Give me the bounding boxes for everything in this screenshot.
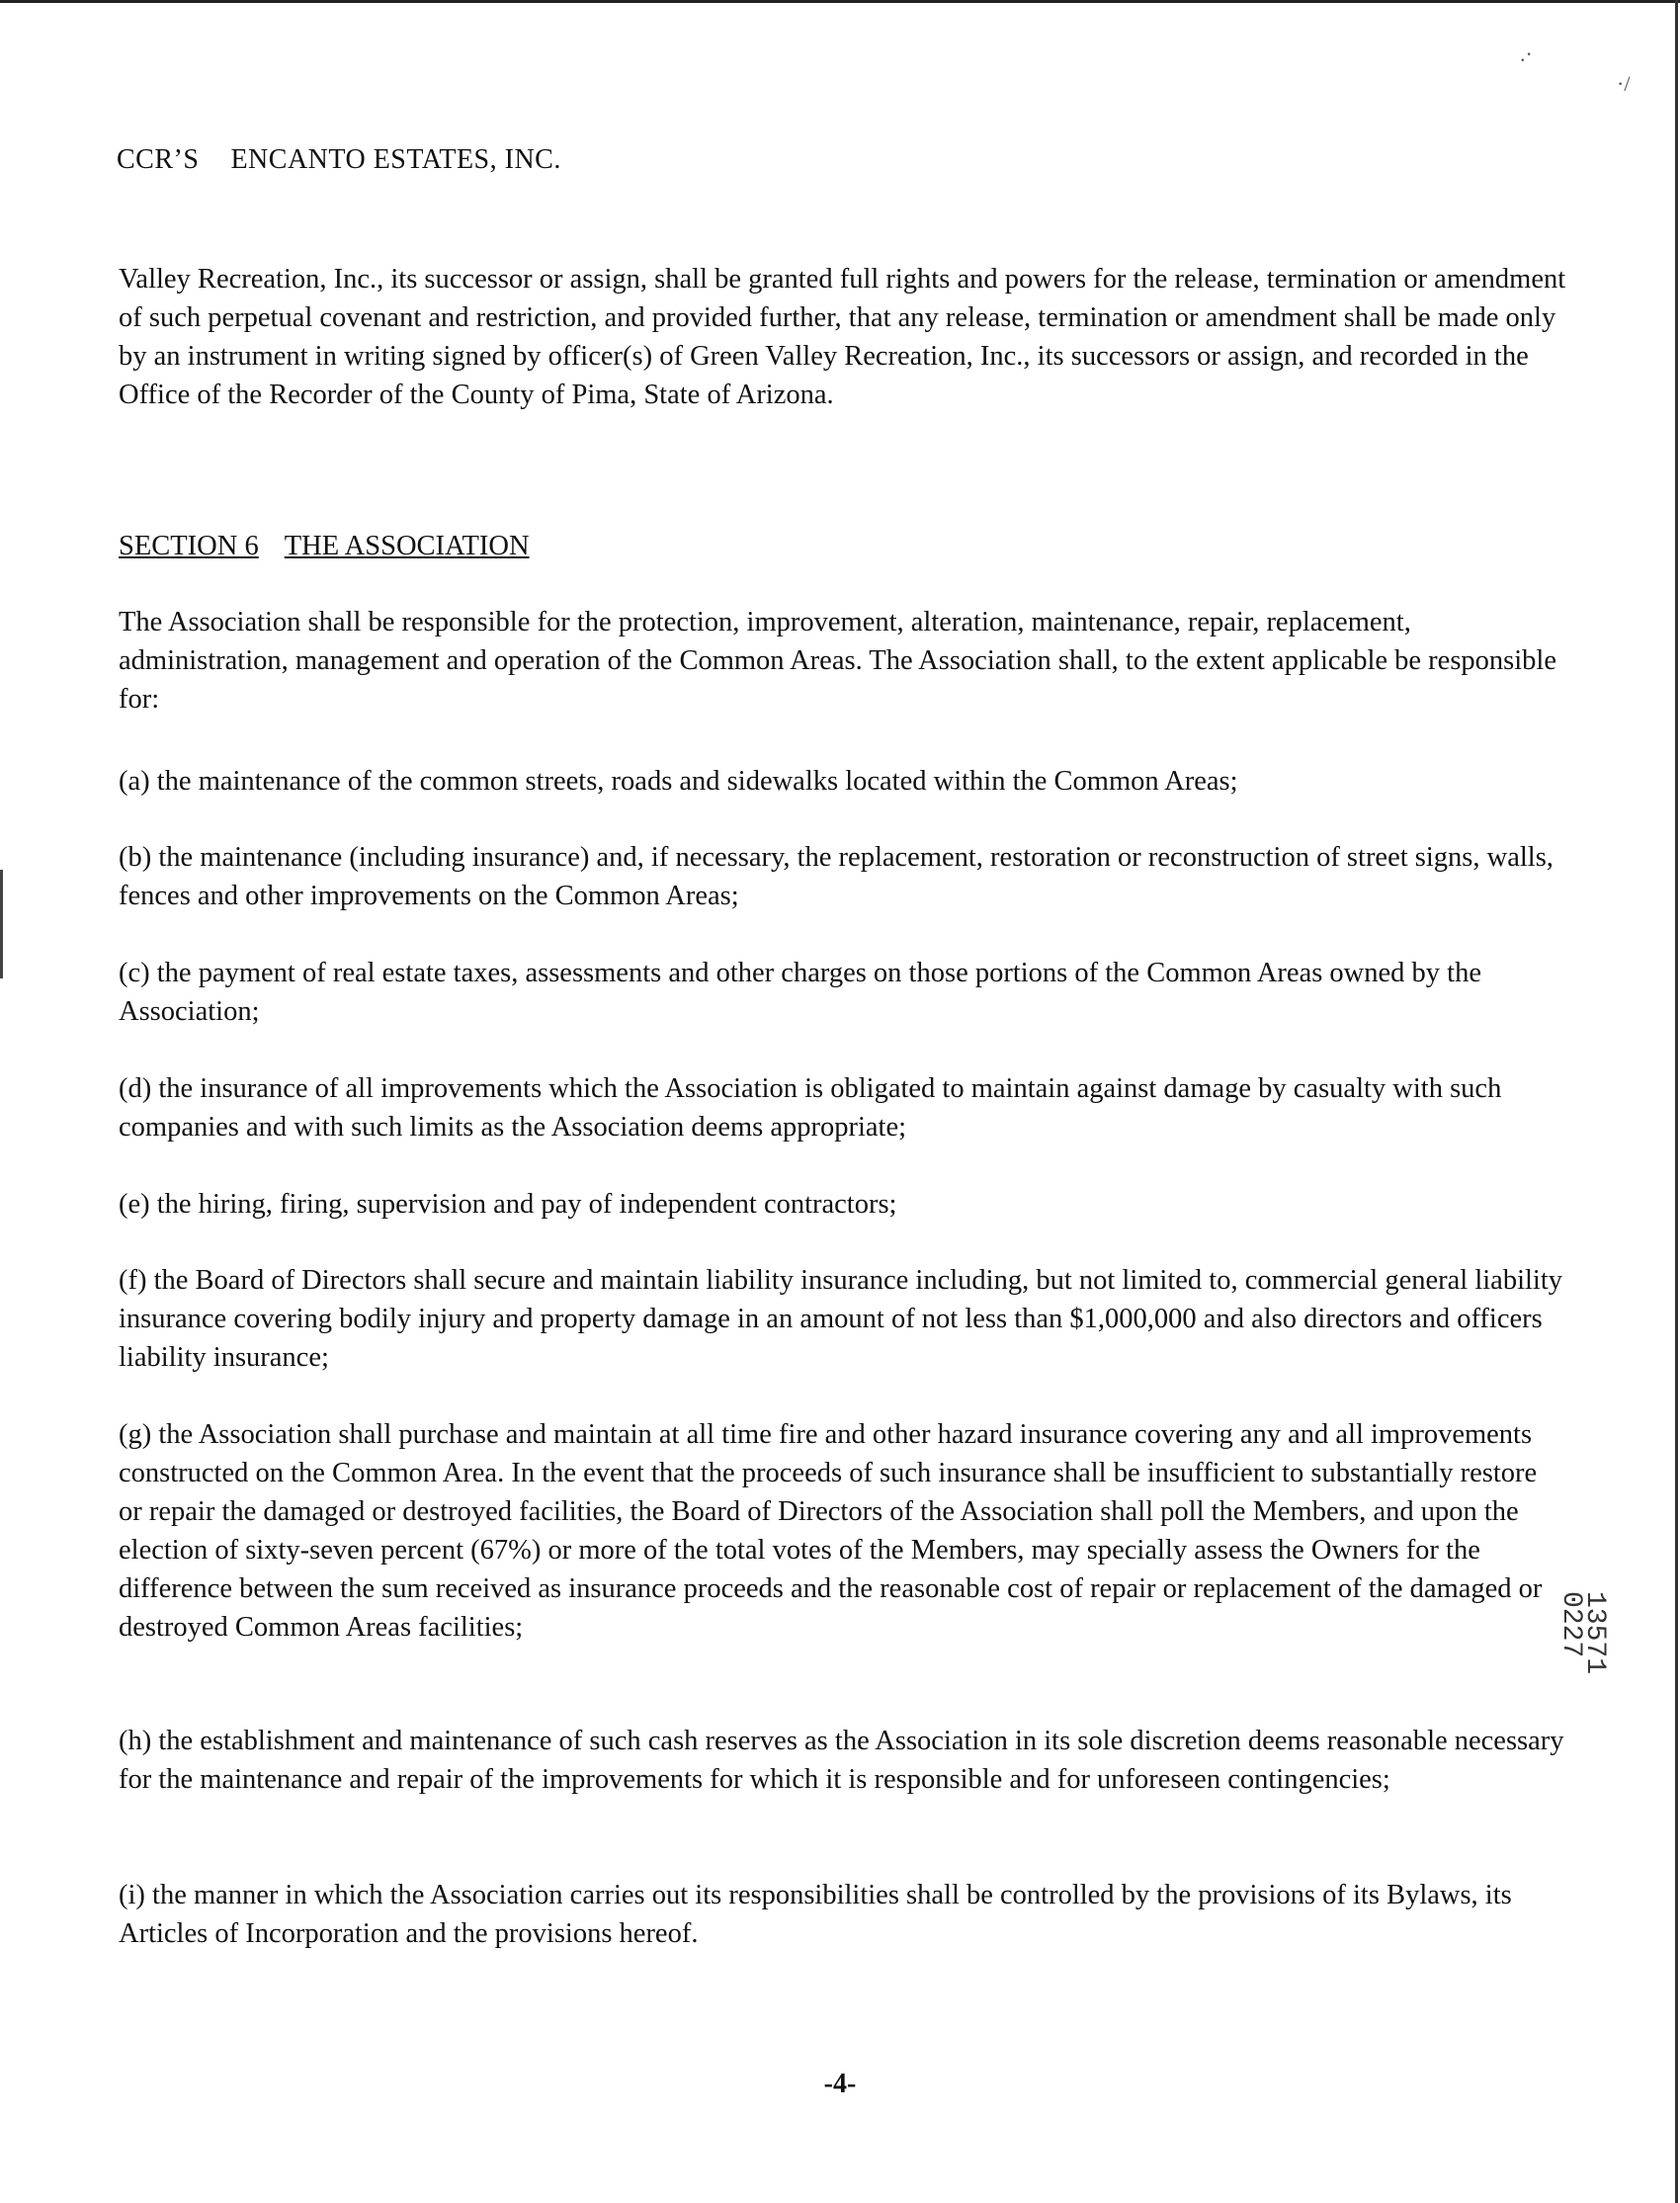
header-doc-short: CCR’S — [117, 144, 200, 175]
header-company: ENCANTO ESTATES, INC. — [230, 144, 561, 175]
scan-left-edge-mark — [0, 870, 3, 978]
scan-right-edge — [1675, 0, 1678, 2203]
list-item-e: (e) the hiring, firing, supervision and pay of independent contractors; — [119, 1189, 897, 1220]
list-item-h: (h) the establishment and maintenance of such cash reserves as the Association in its sole discretion deems reasonable necessary for the maintenance and repair of the improvements for which it is responsible and for unforeseen contingencies; — [119, 1726, 1564, 1795]
page-number: -4- — [823, 2069, 857, 2099]
section-heading — [119, 531, 530, 562]
section-title: THE ASSOCIATION — [284, 531, 530, 561]
scan-speck: .· — [1520, 42, 1533, 66]
list-item-c: (c) the payment of real estate taxes, assessments and other charges on those portions of the Common Areas owned by the Association; — [119, 958, 1481, 1027]
list-item-d: (d) the insurance of all improvements which the Association is obligated to maintain against damage by casualty with such companies and with such limits as the Association deems appropriate; — [119, 1073, 1502, 1143]
document-header — [117, 144, 561, 176]
section-intro-paragraph: The Association shall be responsible for the protection, improvement, alteration, maintenance, repair, replacement, administration, management and operation of the Common Areas. The Association shall, to the extent applicable be responsible for: — [119, 607, 1556, 715]
list-item-g: (g) the Association shall purchase and maintain at all time fire and other hazard insurance covering any and all improvements constructed on the Common Area. In the event that the proceeds of such insurance shall be insufficient to substantially restore or repair the damaged or destroyed facilities, the Board of Directors of the Association shall poll the Members, and upon the election of sixty-seven percent (67%) or more of the total votes of the Members, may specially assess the Owners for the difference between the sum received as insurance proceeds and the reasonable cost of repair or replacement of the damaged or destroyed Common Areas facilities; — [119, 1419, 1543, 1643]
intro-paragraph: Valley Recreation, Inc., its successor or assign, shall be granted full rights and powers for the release, termination or amendment of such perpetual covenant and restriction, and provided further, that any release, termination or amendment shall be made only by an instrument in writing signed by officer(s) of Green Valley Recreation, Inc., its successors or assign, and recorded in the Office of the Recorder of the County of Pima, State of Arizona. — [119, 264, 1566, 410]
list-item-a: (a) the maintenance of the common streets, roads and sidewalks located within the Common Areas; — [119, 766, 1238, 797]
scan-top-edge — [0, 0, 1680, 3]
list-item-i: (i) the manner in which the Association carries out its responsibilities shall be controlled by the provisions of its Bylaws, its Articles of Incorporation and the provisions hereof. — [119, 1880, 1512, 1949]
section-number: SECTION 6 — [119, 531, 259, 561]
scan-speck: ·/ — [1617, 71, 1631, 96]
list-item-f: (f) the Board of Directors shall secure and maintain liability insurance including, but not limited to, commercial general liability insurance covering bodily injury and property damage in an amount of not less than $1,000,000 and also directors and officers liability insurance; — [119, 1265, 1562, 1373]
recording-stamp: 13571 0227 — [1555, 1591, 1610, 1675]
list-item-b: (b) the maintenance (including insurance) and, if necessary, the replacement, restoration or reconstruction of street signs, walls, fences and other improvements on the Common Areas; — [119, 842, 1554, 911]
